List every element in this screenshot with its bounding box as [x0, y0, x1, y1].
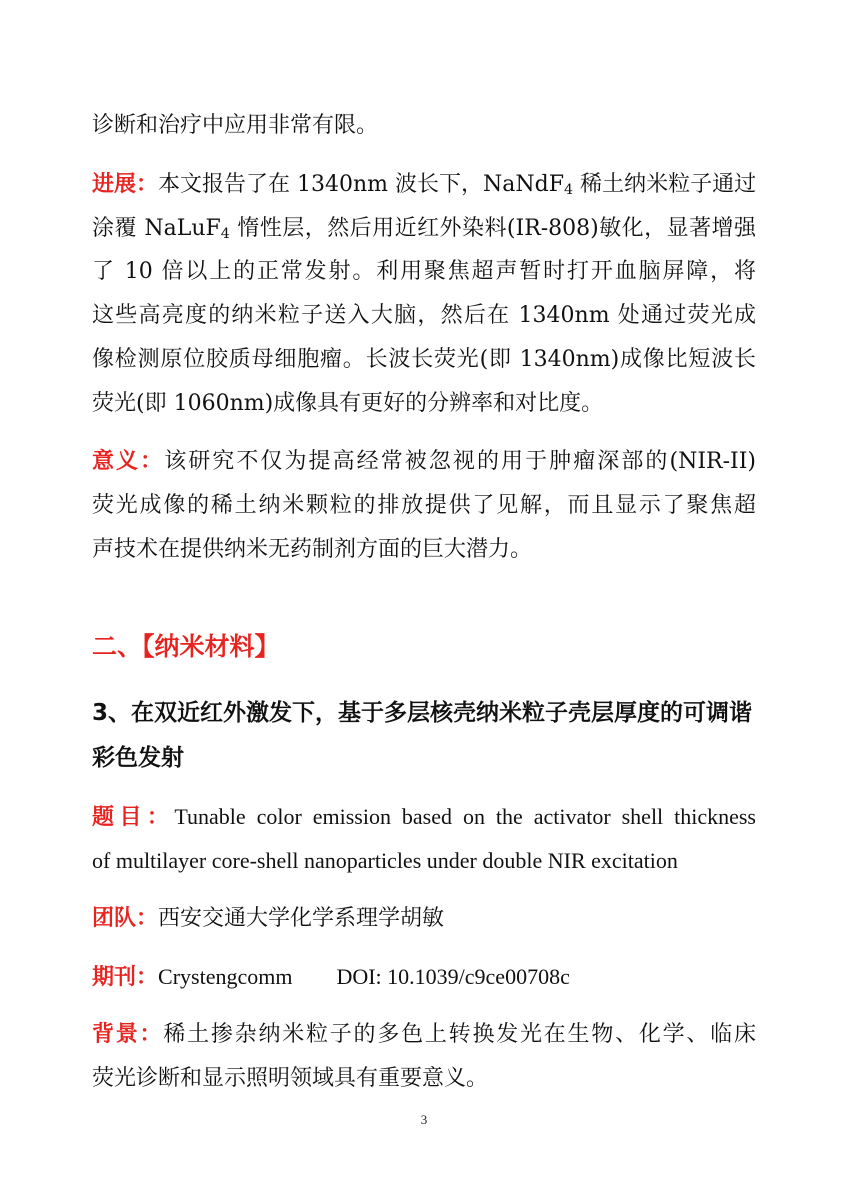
subscript: 4	[564, 181, 574, 198]
item-title-line-2: 彩色发射	[92, 745, 184, 771]
progress-line-3: 了 10 倍以上的正常发射。利用聚焦超声暂时打开血脑屏障，将	[92, 259, 756, 284]
significance-line-3: 声技术在提供纳米无药制剂方面的巨大潜力。	[92, 537, 533, 562]
progress-label: 进展：	[92, 172, 159, 197]
topic-line-1	[92, 802, 756, 833]
progress-line-4: 这些高亮度的纳米粒子送入大脑，然后在 1340nm 处通过荧光成	[92, 303, 756, 328]
progress-line-2	[92, 214, 756, 244]
team-line	[92, 904, 756, 934]
team-label: 团队：	[92, 906, 159, 931]
progress-line-1	[92, 170, 756, 200]
topic-line-2: of multilayer core-shell nanoparticles under double NIR excitation	[92, 848, 678, 873]
paragraph-continuation	[92, 111, 756, 141]
text-line: 诊断和治疗中应用非常有限。	[92, 113, 379, 138]
background-line-1	[92, 1020, 756, 1050]
journal-line	[92, 962, 756, 993]
topic-label: 题目：	[92, 805, 175, 830]
progress-line-5: 像检测原位胶质母细胞瘤。长波长荧光(即 1340nm)成像比短波长	[92, 347, 756, 372]
journal-value: Crystengcomm	[158, 964, 293, 989]
item-title-line-1: 3、在双近红外激发下，基于多层核壳纳米粒子壳层厚度的可调谐	[92, 700, 753, 726]
text-run: 涂覆 NaLuF	[92, 216, 221, 241]
significance-label: 意义：	[92, 449, 165, 474]
text-run: 惰性层，然后用近红外染料(IR-808)敏化，显著增强	[229, 216, 756, 241]
significance-line-2: 荧光成像的稀土纳米颗粒的排放提供了见解，而且显示了聚焦超	[92, 493, 756, 518]
text-run: 稀土纳米粒子通过	[573, 172, 757, 197]
section-heading: 二、【纳米材料】	[92, 632, 280, 661]
text-run: 稀土掺杂纳米粒子的多色上转换发光在生物、化学、临床	[163, 1022, 756, 1047]
text-run: Tunable color emission based on the activator shell thickness	[174, 804, 756, 829]
text-run: 该研究不仅为提高经常被忽视的用于肿瘤深部的(NIR-II)	[164, 449, 756, 474]
progress-line-6: 荧光(即 1060nm)成像具有更好的分辨率和对比度。	[92, 391, 604, 416]
page-number: 3	[420, 1112, 428, 1127]
journal-label: 期刊：	[92, 965, 159, 990]
doi-value: DOI: 10.1039/c9ce00708c	[336, 964, 570, 989]
significance-line-1	[92, 447, 756, 477]
text-run: 本文报告了在 1340nm 波长下，NaNdF	[158, 172, 564, 197]
background-label: 背景：	[92, 1022, 164, 1047]
team-value: 西安交通大学化学系理学胡敏	[158, 906, 445, 931]
subscript: 4	[220, 225, 230, 242]
background-line-2: 荧光诊断和显示照明领域具有重要意义。	[92, 1066, 489, 1091]
